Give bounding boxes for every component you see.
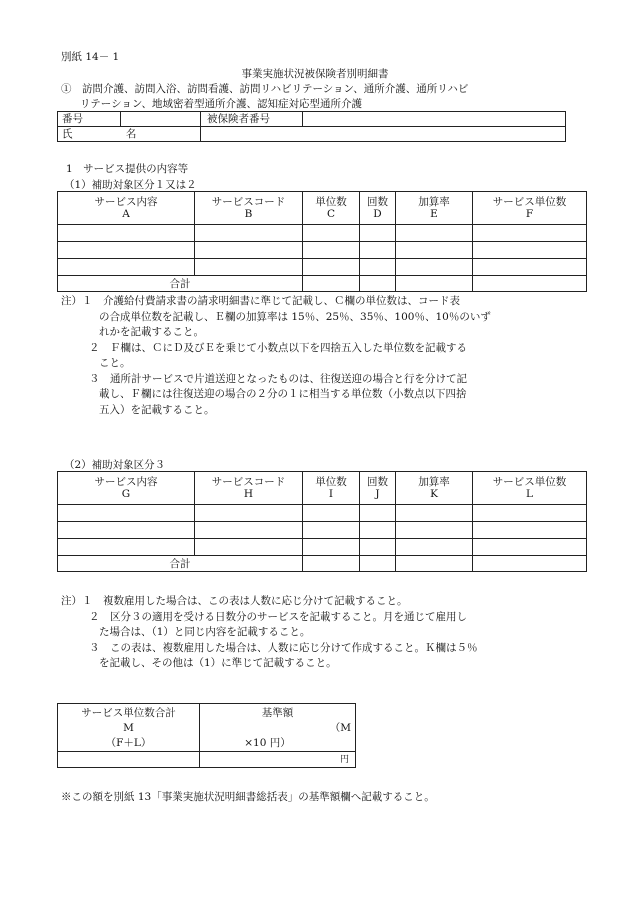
header-count: 回数 D [360, 192, 396, 225]
total-row [58, 556, 587, 572]
name-label-2: 名 [125, 128, 137, 140]
total-row [58, 276, 587, 292]
header-units: 単位数 I [303, 472, 360, 505]
unit-total-value[interactable] [58, 752, 200, 768]
notes-2 [61, 594, 478, 672]
summary-table [57, 703, 356, 768]
yen-unit: 円 [339, 754, 349, 765]
table-row [58, 522, 587, 539]
subsection-2-heading: （2）補助対象区分３ [64, 459, 166, 471]
header-units: 単位数 C [303, 192, 360, 225]
category-line-2: リテーション、地域密着型通所介護、認知症対応型通所介護 [80, 98, 363, 110]
header-service-content: サービス内容 G [58, 472, 195, 505]
category-line-1: ① 訪問介護、訪問入浴、訪問看護、訪問リハビリテーション、通所介護、通所リハビ [61, 83, 469, 95]
header-service-content: サービス内容 A [58, 192, 195, 225]
note-line: の合成単位数を記載し、Ｅ欄の加算率は 15％、25％、35％、100％、10％のいず [99, 310, 491, 323]
footer-note: ※この額を別紙 13「事業実施状況明細書総括表」の基準額欄へ記載すること。 [61, 791, 435, 803]
service-table-2 [57, 471, 587, 572]
note-line: ３ 通所計サービスで片道送迎となったものは、往復送迎の場合と行を分けて記 [89, 372, 467, 385]
note-line: 注）１ 複数雇用した場合は、この表は人数に応じ分けて記載すること。 [61, 595, 408, 607]
table-row [58, 259, 587, 276]
subsection-1-heading: （1）補助対象区分１又は２ [64, 179, 197, 191]
number-label: 番号 [58, 112, 121, 127]
name-label [58, 127, 201, 142]
note-line: ２ 区分３の適用を受ける日数分のサービスを記載すること。月を通じて雇用し [89, 610, 467, 623]
header-service-code: サービスコード H [195, 472, 303, 505]
note-line: た場合は、（1）と同じ内容を記載すること。 [99, 626, 311, 638]
note-line: を記載し、その他は（1）に準じて記載すること。 [99, 657, 337, 669]
header-service-units: サービス単位数 L [473, 472, 587, 505]
number-value[interactable] [121, 112, 201, 127]
note-line: れかを記載すること。 [99, 326, 204, 338]
table-row [58, 225, 587, 242]
header-addition-rate: 加算率 K [396, 472, 473, 505]
name-label-1: 氏 [62, 128, 73, 140]
note-line: 載し、Ｆ欄には往復送迎の場合の２分の１に相当する単位数（小数点以下四捨 [99, 388, 467, 400]
total-label: 合計 [58, 276, 303, 292]
section-heading: 1 サービス提供の内容等 [66, 163, 189, 175]
note-line: ２ Ｆ欄は、ＣにＤ及びＥを乗じて小数点以下を四捨五入した単位数を記載する [89, 341, 467, 354]
table-row [58, 539, 587, 556]
base-amount-header: 基準額 （M ×10 円） [200, 704, 356, 752]
note-line: 五入）を記載すること。 [99, 403, 215, 416]
unit-total-header: サービス単位数合計 M （F＋L） [58, 704, 200, 752]
attachment-number: 別紙 14－ 1 [61, 51, 120, 63]
id-table [57, 111, 566, 142]
name-value[interactable] [201, 127, 566, 142]
note-line: こと。 [99, 357, 131, 369]
header-service-units: サービス単位数 F [473, 192, 587, 225]
table-row [58, 505, 587, 522]
page-title: 事業実施状況被保険者別明細書 [241, 68, 389, 80]
table-row [58, 242, 587, 259]
header-addition-rate: 加算率 E [396, 192, 473, 225]
header-service-code: サービスコード B [195, 192, 303, 225]
notes-1 [61, 294, 491, 418]
base-amount-value[interactable] [200, 752, 356, 768]
total-label: 合計 [58, 556, 303, 572]
insured-number-value[interactable] [303, 112, 566, 127]
service-table-1 [57, 191, 587, 292]
header-count: 回数 J [360, 472, 396, 505]
note-line: 注）１ 介護給付費請求書の請求明細書に準じて記載し、Ｃ欄の単位数は、コード表 [61, 295, 460, 307]
note-line: ３ この表は、複数雇用した場合は、人数に応じ分けて作成すること。Ｋ欄は５％ [89, 641, 478, 654]
insured-number-label: 被保険者番号 [201, 112, 303, 127]
